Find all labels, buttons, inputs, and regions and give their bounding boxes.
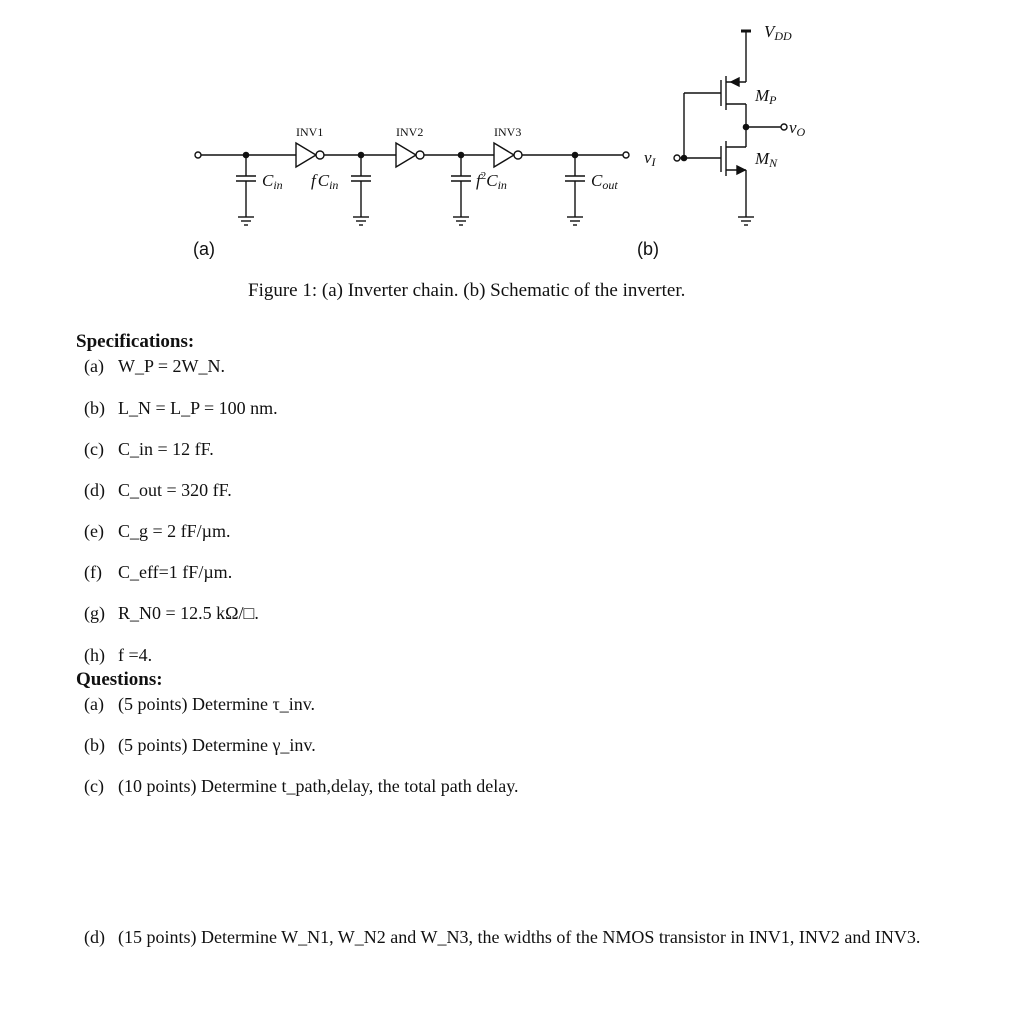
pmos-transistor — [684, 76, 746, 110]
question-label: (a) — [84, 694, 104, 714]
inv2-label: INV2 — [396, 125, 424, 139]
vdd-label: VDD — [764, 22, 792, 43]
fcin-label: f Cin — [311, 171, 339, 192]
spec-label: (a) — [84, 356, 104, 376]
questions-heading: Questions: — [76, 669, 163, 690]
spec-text: C_g = 2 fF/µm. — [118, 521, 231, 541]
question-text: (5 points) Determine τ_inv. — [118, 694, 316, 714]
inv1-label: INV1 — [296, 125, 324, 139]
spec-label: (h) — [84, 645, 105, 665]
panel-b-label: (b) — [637, 239, 659, 259]
spec-text: C_in = 12 fF. — [118, 439, 214, 459]
mn-label: MN — [755, 149, 778, 170]
inverter-3 — [494, 143, 522, 167]
inverter-chain-schematic — [195, 143, 629, 225]
panel-a-label: (a) — [193, 239, 215, 259]
spec-item — [84, 480, 232, 501]
spec-item — [84, 356, 225, 377]
f2cin-label: $f^2Cin$ — [476, 170, 507, 192]
question-item — [84, 776, 519, 797]
spec-label: (f) — [84, 562, 102, 582]
question-label: (b) — [84, 735, 105, 755]
question-item — [84, 694, 315, 715]
spec-text: L_N = L_P = 100 nm. — [118, 398, 278, 418]
question-text: (5 points) Determine γ_inv. — [118, 735, 316, 755]
spec-label: (d) — [84, 480, 105, 500]
spec-text: C_out = 320 fF. — [118, 480, 232, 500]
specifications-heading: Specifications: — [76, 331, 195, 352]
spec-item — [84, 521, 231, 542]
spec-item — [84, 603, 259, 624]
cap-f2cin — [451, 155, 471, 225]
cap-fcin — [351, 155, 371, 225]
question-item — [84, 925, 944, 949]
cin-label: Cin — [262, 171, 283, 192]
nmos-transistor — [684, 141, 746, 176]
spec-item — [84, 398, 278, 419]
question-text: (10 points) Determine t_path,delay, the total path delay. — [118, 776, 519, 796]
output-terminal — [623, 152, 629, 158]
question-text: (15 points) Determine W_N1, W_N2 and W_N3, the widths of the NMOS transistor in INV1, INV2 and INV3. — [118, 927, 921, 947]
cap-cin — [236, 155, 256, 225]
inverter-2 — [396, 143, 424, 167]
figure-1 — [0, 0, 1012, 320]
cap-cout — [565, 155, 585, 225]
spec-text: C_eff=1 fF/µm. — [118, 562, 233, 582]
spec-text: f =4. — [118, 645, 153, 665]
spec-label: (c) — [84, 439, 104, 459]
question-label: (c) — [84, 776, 104, 796]
spec-label: (b) — [84, 398, 105, 418]
input-terminal — [195, 152, 201, 158]
spec-label: (e) — [84, 521, 104, 541]
spec-item — [84, 439, 214, 460]
inv3-label: INV3 — [494, 125, 522, 139]
inverter-1 — [296, 143, 324, 167]
cout-label: Cout — [591, 171, 618, 192]
mp-label: MP — [755, 86, 777, 107]
spec-text: R_N0 = 12.5 kΩ/□. — [118, 603, 259, 623]
inverter-transistor-schematic — [674, 31, 787, 225]
question-item — [84, 735, 316, 756]
spec-item — [84, 562, 232, 583]
spec-text: W_P = 2W_N. — [118, 356, 225, 376]
spec-label: (g) — [84, 603, 105, 623]
vi-label: vI — [644, 148, 656, 169]
vo-label: vO — [789, 118, 806, 139]
spec-item — [84, 645, 152, 666]
figure-caption: Figure 1: (a) Inverter chain. (b) Schematic of the inverter. — [248, 280, 686, 301]
question-label: (d) — [84, 927, 105, 947]
